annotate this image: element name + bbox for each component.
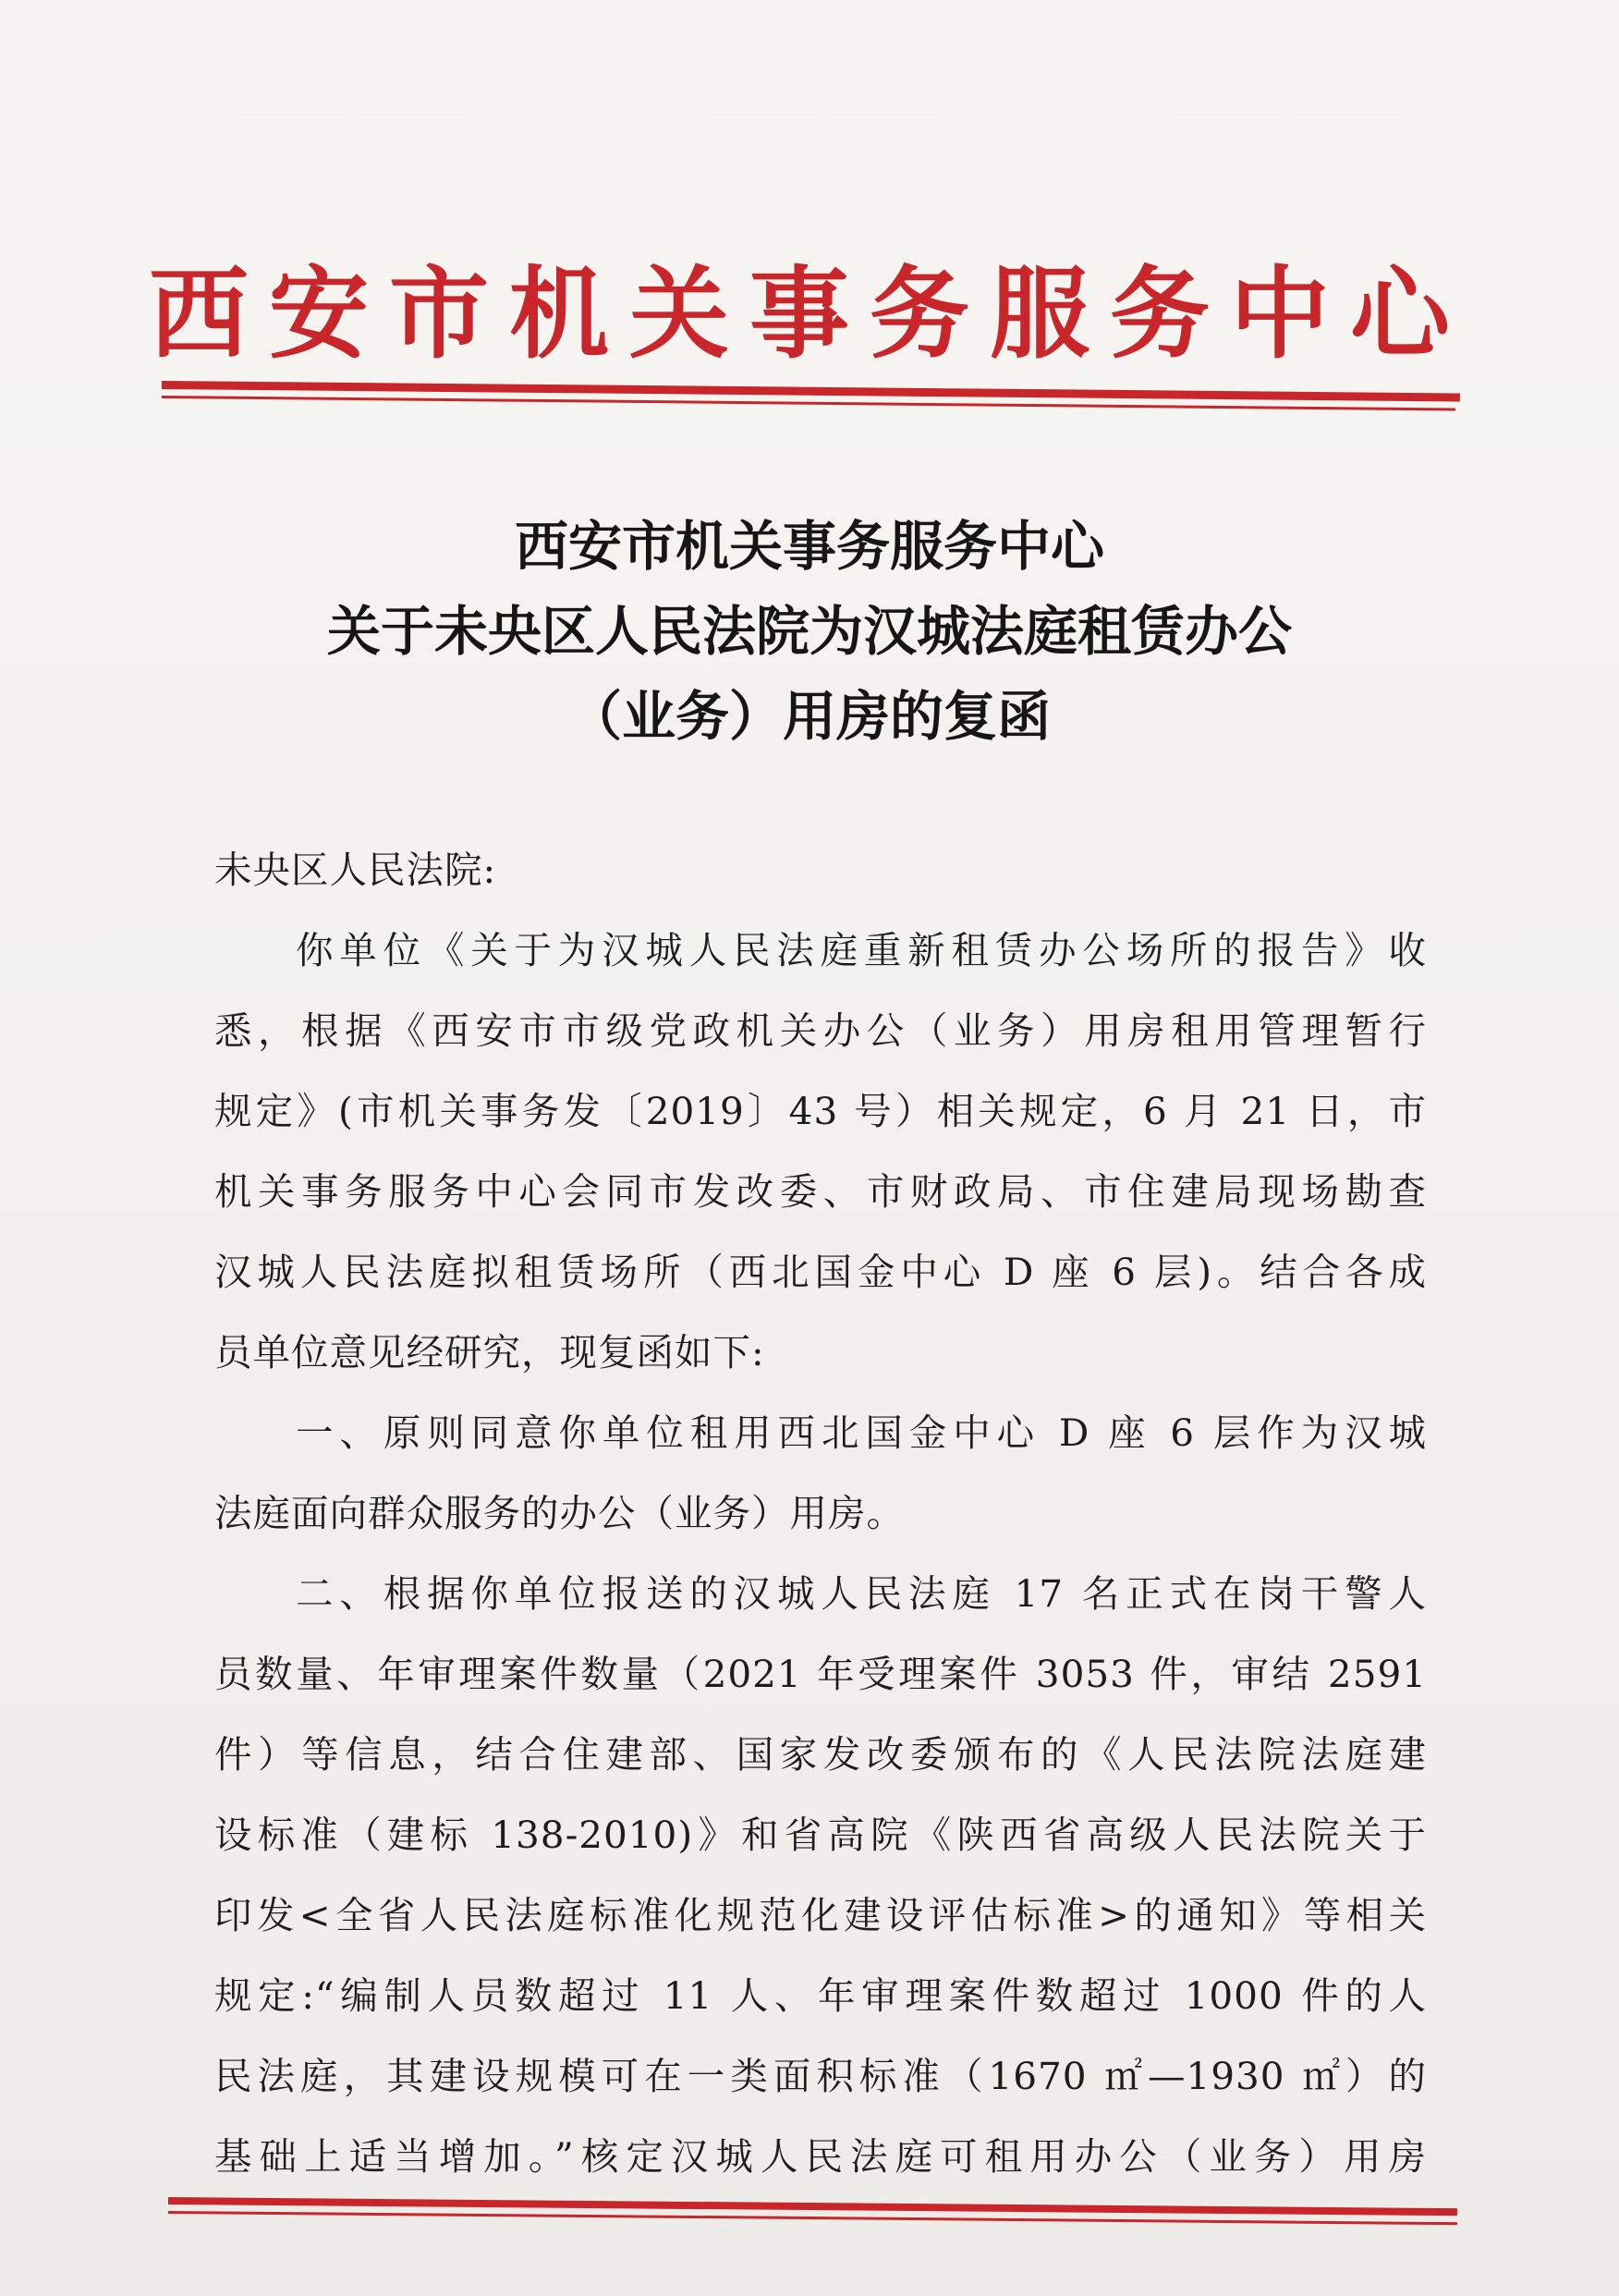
- paragraph-line: 件）等信息，结合住建部、国家发改委颁布的《人民法院法庭建: [214, 1732, 1427, 1777]
- letterhead-org-name: 西安市机关事务服务中心: [148, 256, 1470, 372]
- title-line: 西安市机关事务服务中心: [514, 515, 1104, 578]
- paragraph-line: 民法庭，其建设规模可在一类面积标准（1670 ㎡—1930 ㎡）的: [214, 2054, 1427, 2098]
- paragraph-line: 印发<全省人民法庭标准化规范化建设评估标准>的通知》等相关: [214, 1893, 1427, 1937]
- paragraph-line: 规定》(市机关事务发〔2019〕43 号）相关规定，6 月 21 日，市: [214, 1089, 1427, 1133]
- paragraph-line: 汉城人民法庭拟租赁场所（西北国金中心 D 座 6 层)。结合各成: [214, 1250, 1427, 1294]
- paragraph-line: 员数量、年审理案件数量（2021 年受理案件 3053 件，审结 2591: [214, 1652, 1427, 1696]
- paragraph-line: 员单位意见经研究，现复函如下:: [214, 1330, 765, 1374]
- paragraph-line: 基础上适当增加。”核定汉城人民法庭可租用办公（业务）用房: [214, 2134, 1427, 2179]
- title-line: （业务）用房的复函: [567, 685, 1051, 748]
- paragraph-line: 悉，根据《西安市市级党政机关办公（业务）用房租用管理暂行: [214, 1008, 1427, 1053]
- paragraph-line: 设标准（建标 138-2010)》和省高院《陕西省高级人民法院关于: [214, 1813, 1427, 1857]
- paragraph-line: 一、原则同意你单位租用西北国金中心 D 座 6 层作为汉城: [296, 1411, 1427, 1455]
- paragraph-line: 你单位《关于为汉城人民法庭重新租赁办公场所的报告》收: [296, 928, 1427, 972]
- title-line: 关于未央区人民法院为汉城法庭租赁办公: [326, 600, 1292, 663]
- paragraph-line: 法庭面向群众服务的办公（业务）用房。: [214, 1491, 905, 1535]
- salutation: 未央区人民法院:: [214, 848, 497, 892]
- paragraph-line: 机关事务服务中心会同市发改委、市财政局、市住建局现场勘查: [214, 1169, 1427, 1214]
- document-title: [0, 504, 1619, 759]
- document-body: [214, 830, 1427, 2197]
- paragraph-line: 二、根据你单位报送的汉城人民法庭 17 名正式在岗干警人: [296, 1571, 1427, 1616]
- paragraph-line: 规定:“编制人员数超过 11 人、年审理案件数超过 1000 件的人: [214, 1973, 1427, 2018]
